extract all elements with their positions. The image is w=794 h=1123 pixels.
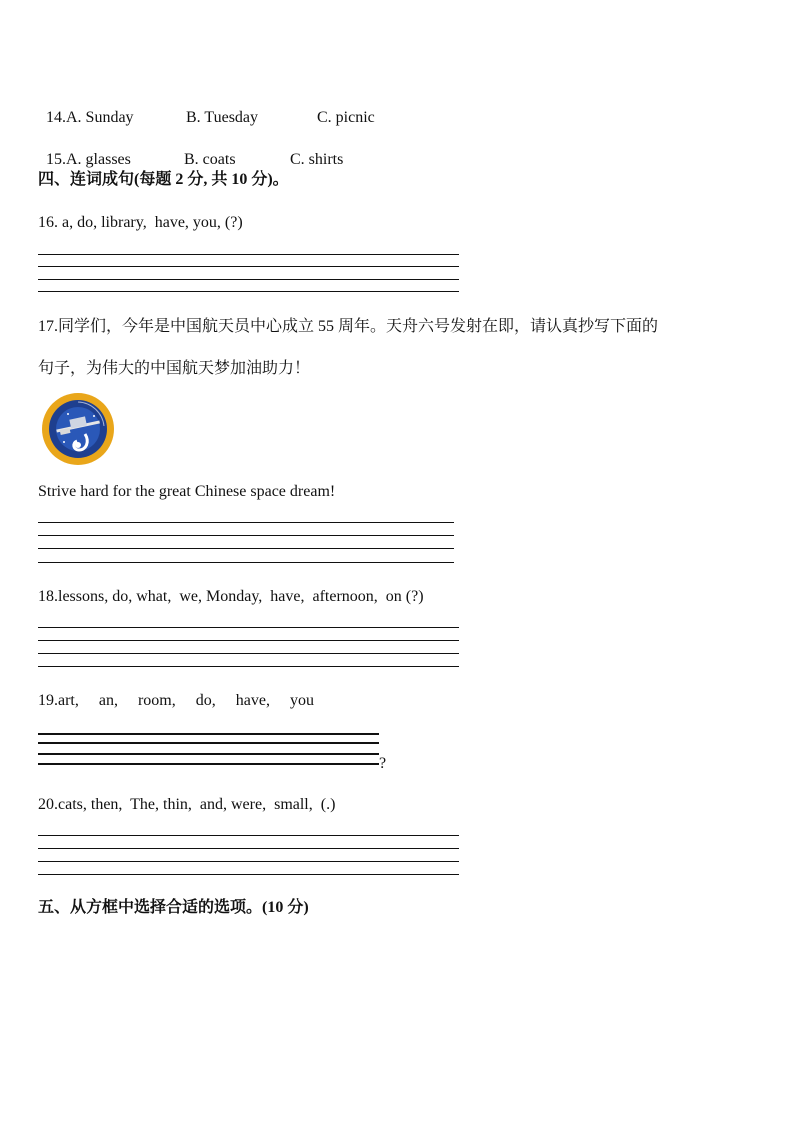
writing-line: [38, 522, 454, 523]
writing-line: [38, 653, 459, 654]
section-5-heading: 五、从方框中选择合适的选项。(10 分): [38, 899, 309, 916]
question-15: [38, 130, 343, 170]
question-14-option-a: A. Sunday: [66, 109, 134, 126]
question-17-sentence: Strive hard for the great Chinese space dream!: [38, 483, 336, 500]
writing-line: [38, 279, 459, 280]
question-15-option-b: B. coats: [184, 151, 236, 168]
mission-emblem-image: [38, 392, 120, 466]
question-18-prompt: 18.lessons, do, what, we, Monday, have, afternoon, on (?): [38, 588, 424, 605]
question-16-prompt: 16. a, do, library, have, you, (?): [38, 214, 243, 231]
writing-line: [38, 266, 459, 267]
writing-line: [38, 874, 459, 875]
question-19-end-mark: ?: [379, 755, 387, 772]
writing-line: [38, 254, 459, 255]
writing-line: [38, 861, 459, 862]
question-15-option-c: C. shirts: [290, 151, 344, 168]
writing-line: [38, 562, 454, 563]
question-14: [38, 88, 375, 128]
writing-line: [38, 763, 379, 765]
question-14-option-b: B. Tuesday: [186, 109, 259, 126]
question-17-instruction-line-2: 句子，为伟大的中国航天梦加油助力！: [38, 360, 311, 377]
question-14-number: 14.: [46, 109, 66, 126]
question-17-instruction-line-1: 17.同学们，今年是中国航天员中心成立 55 周年。天舟六号发射在即，请认真抄写下面的: [38, 318, 659, 335]
question-20-prompt: 20.cats, then, The, thin, and, were, small, (.): [38, 796, 336, 813]
question-14-option-c: C. picnic: [317, 109, 375, 126]
section-4-heading: 四、连词成句(每题 2 分, 共 10 分)。: [38, 171, 289, 188]
writing-line: [38, 835, 459, 836]
writing-line: [38, 548, 454, 549]
writing-line: [38, 627, 459, 628]
question-19-prompt: 19.art, an, room, do, have, you: [38, 692, 314, 709]
writing-line: [38, 666, 459, 667]
writing-line: [38, 535, 454, 536]
writing-line: [38, 753, 379, 755]
question-15-option-a: A. glasses: [66, 151, 131, 168]
writing-line: [38, 640, 459, 641]
writing-line: [38, 848, 459, 849]
writing-line: [38, 733, 379, 735]
question-15-number: 15.: [46, 151, 66, 168]
writing-line: [38, 742, 379, 744]
writing-line: [38, 291, 459, 292]
